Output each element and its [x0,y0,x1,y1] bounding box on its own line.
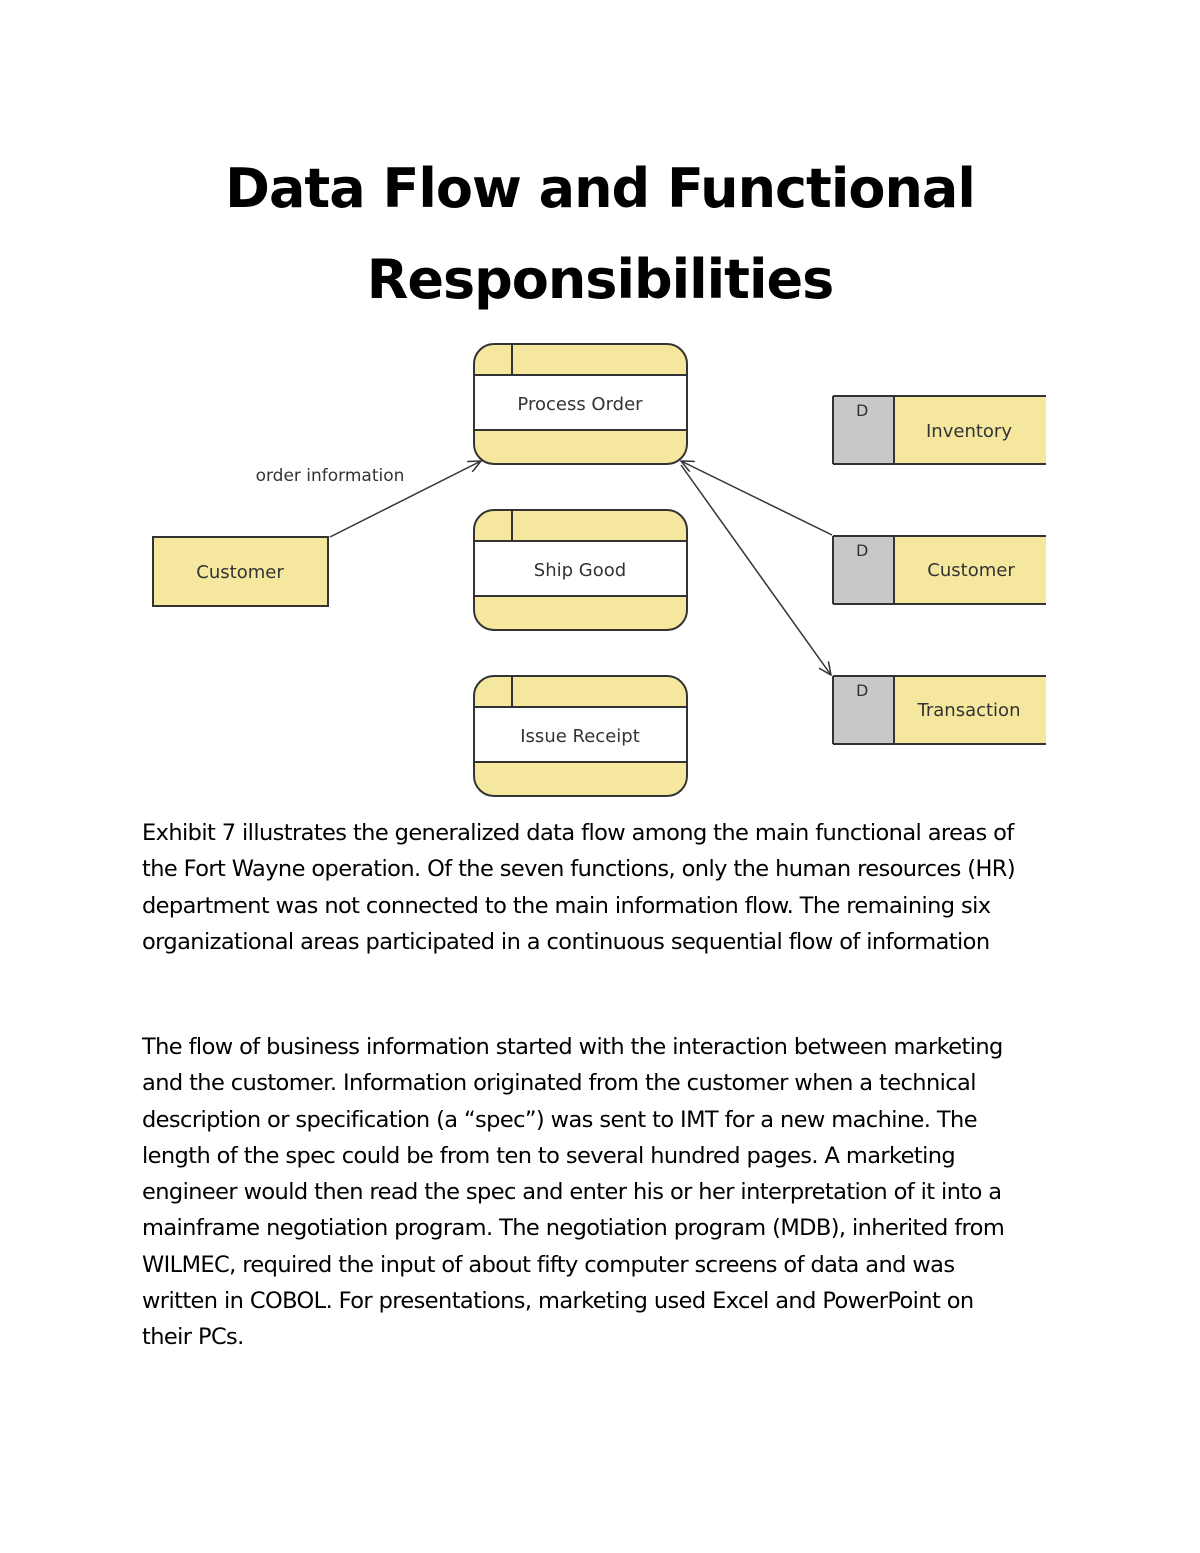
process-label: Issue Receipt [520,726,640,747]
paragraph-line: WILMEC, required the input of about fifty computer screens of data and was [142,1251,955,1278]
flow-process-order-to-transaction-arrow [681,465,831,675]
store-label: Inventory [926,421,1012,442]
store-id-label: D [856,541,869,560]
paragraph-line: length of the spec could be from ten to several hundred pages. A marketing [142,1142,956,1169]
process-process-order [474,344,687,464]
store-id-label: D [856,681,869,700]
paragraph-line: their PCs. [142,1324,244,1351]
data-store-transaction [833,676,1046,744]
data-flow-diagram [0,335,1200,805]
process-issue-receipt [474,676,687,796]
process-label: Ship Good [533,560,627,581]
paragraph-line: engineer would then read the spec and enter his or her interpretation of it into a [142,1179,1002,1206]
paragraph-2 [142,1029,1072,1356]
external-entity-customer [153,537,328,606]
data-store-inventory [833,396,1046,464]
store-id-label: D [856,401,869,420]
data-store-customer [833,536,1046,604]
page-title-line-2: Responsibilities [366,248,834,311]
store-label: Transaction [917,700,1021,721]
paragraph-line: and the customer. Information originated from the customer when a technical [142,1070,976,1097]
paragraph-line: The flow of business information started with the interaction between marketing [142,1034,1003,1060]
process-ship-good [474,510,687,630]
paragraph-line: organizational areas participated in a continuous sequential flow of information [142,928,990,955]
paragraph-1 [142,815,1072,960]
paragraph-line: written in COBOL. For presentations, marketing used Excel and PowerPoint on [142,1288,974,1315]
page-title-line-1: Data Flow and Functional [225,157,975,220]
entity-label: Customer [196,562,284,583]
flow-label: order information [255,466,405,486]
paragraph-line: department was not connected to the main information flow. The remaining six [142,892,991,919]
process-label: Process Order [517,394,643,415]
paragraph-line: the Fort Wayne operation. Of the seven functions, only the human resources (HR) [142,856,1016,883]
paragraph-line: description or specification (a “spec”) was sent to IMT for a new machine. The [142,1106,977,1133]
store-label: Customer [927,560,1015,581]
paragraph-line: Exhibit 7 illustrates the generalized data flow among the main functional areas of [142,820,1014,846]
paragraph-line: mainframe negotiation program. The negotiation program (MDB), inherited from [142,1215,1005,1242]
